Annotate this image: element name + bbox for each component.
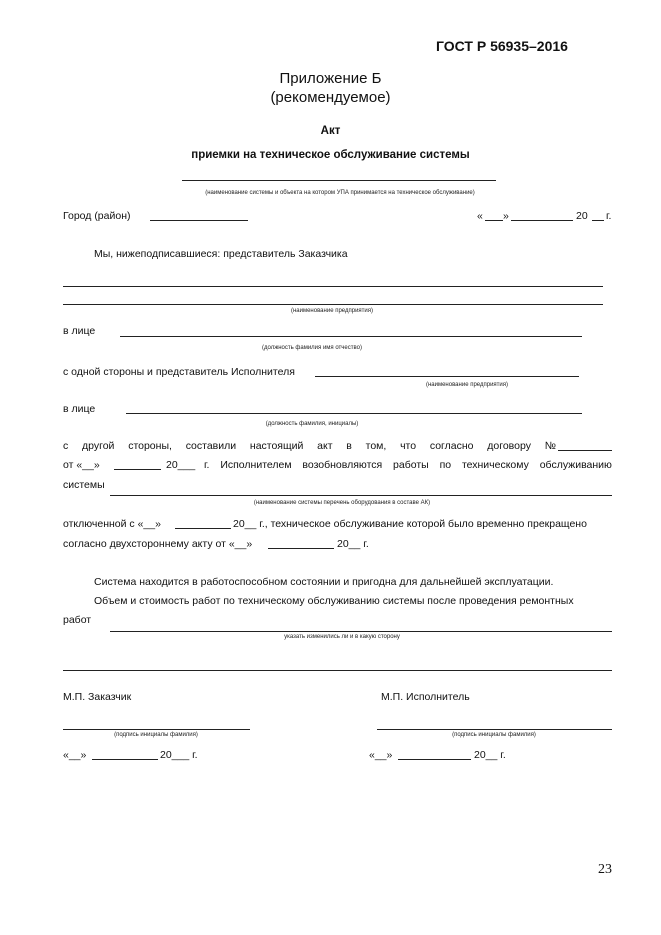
line2-start: от «__» xyxy=(63,459,100,471)
word: другой xyxy=(82,440,115,452)
caption-enterprise2: (наименование предприятия) xyxy=(425,382,509,388)
word: договору xyxy=(487,440,531,452)
city-field[interactable] xyxy=(150,220,248,221)
caption-sign-contractor: (подпись инициалы фамилия) xyxy=(452,732,536,738)
word: согласно xyxy=(429,440,474,452)
caption-position-initials: (должность фамилия, инициалы) xyxy=(265,421,359,427)
customer-rep-field[interactable] xyxy=(63,286,603,287)
contractor-person-field[interactable] xyxy=(126,413,582,414)
caption-enterprise: (наименование предприятия) xyxy=(290,308,374,314)
system-equipment-field[interactable] xyxy=(110,495,612,496)
day-field[interactable] xyxy=(485,220,503,221)
word: г. xyxy=(204,459,210,471)
word: № xyxy=(544,440,556,452)
caption-sign-customer: (подпись инициалы фамилия) xyxy=(114,732,198,738)
enterprise-field[interactable] xyxy=(63,304,603,305)
appendix-subtitle: (рекомендуемое) xyxy=(270,89,391,106)
working-state-text: Система находится в работоспособном состоянии и пригодна для дальнейшей эксплуатации. xyxy=(94,576,554,588)
caption-system-object: (наименование системы и объекта на котором УПА принимается на техническое обслуживание) xyxy=(205,190,475,196)
in-person-label-2: в лице xyxy=(63,403,96,415)
contract-date-field[interactable] xyxy=(114,469,161,470)
page-number: 23 xyxy=(598,862,612,877)
disabled-start: отключенной с «__» xyxy=(63,518,161,530)
act-subtitle: приемки на техническое обслуживание системы xyxy=(191,149,470,161)
contractor-date-field[interactable] xyxy=(398,759,471,760)
changes-field[interactable] xyxy=(110,631,612,632)
agreement-start: согласно двухстороннему акту от «__» xyxy=(63,538,253,550)
year-field[interactable] xyxy=(592,220,604,221)
caption-changes: указать изменились ли и в какую сторону xyxy=(284,634,400,640)
caption-position-fio: (должность фамилия имя отчество) xyxy=(262,345,362,351)
contract-number-field[interactable] xyxy=(558,450,612,451)
word: работы xyxy=(393,459,429,471)
customer-signature-field[interactable] xyxy=(63,729,250,730)
year-suffix: г. xyxy=(606,210,612,222)
agreement-line-2 xyxy=(204,459,612,471)
month-field[interactable] xyxy=(511,220,573,221)
agreement-year: 20__ г. xyxy=(337,538,369,550)
word: акт xyxy=(317,440,333,452)
caption-system-equipment: (наименование системы перечень оборудования в составе АК) xyxy=(253,500,431,506)
word: составили xyxy=(185,440,237,452)
word: обслуживанию xyxy=(539,459,612,471)
date-open-quote: « xyxy=(477,210,483,222)
standard-number: ГОСТ Р 56935–2016 xyxy=(436,38,568,54)
word: с xyxy=(63,440,69,452)
agreement-line-1 xyxy=(63,440,556,452)
system-object-field[interactable] xyxy=(182,180,496,181)
disabled-date-field[interactable] xyxy=(175,528,231,529)
line2-year: 20___ xyxy=(166,459,196,471)
system-word: системы xyxy=(63,479,105,491)
changes-field-2[interactable] xyxy=(63,670,612,671)
works-word: работ xyxy=(63,614,92,626)
contractor-date-quote: «__» xyxy=(369,749,393,761)
customer-date-field[interactable] xyxy=(92,759,158,760)
contractor-seal-label: М.П. Исполнитель xyxy=(381,691,470,703)
word: возобновляются xyxy=(302,459,383,471)
undersigned-text: Мы, нижеподписавшиеся: представитель Заказчика xyxy=(94,248,348,260)
customer-year: 20___ г. xyxy=(160,749,198,761)
disabled-rest: 20__ г., техническое обслуживание которой было временно прекращено xyxy=(233,518,587,530)
one-side-text: с одной стороны и представитель Исполнителя xyxy=(63,366,295,378)
customer-seal-label: М.П. Заказчик xyxy=(63,691,132,703)
customer-person-field[interactable] xyxy=(120,336,582,337)
city-label: Город (район) xyxy=(63,210,131,222)
contractor-signature-field[interactable] xyxy=(377,729,612,730)
agreement-date-field[interactable] xyxy=(268,548,334,549)
word: том, xyxy=(365,440,387,452)
word: что xyxy=(400,440,417,452)
year-prefix: 20 xyxy=(576,210,588,222)
appendix-title: Приложение Б xyxy=(279,70,382,87)
customer-date-quote: «__» xyxy=(63,749,87,761)
word: в xyxy=(346,440,352,452)
word: по xyxy=(439,459,452,471)
word: стороны, xyxy=(128,440,172,452)
contractor-field[interactable] xyxy=(315,376,579,377)
word: Исполнителем xyxy=(220,459,292,471)
act-title: Акт xyxy=(320,125,341,137)
contractor-year: 20__ г. xyxy=(474,749,506,761)
date-close-quote: » xyxy=(503,210,509,222)
volume-text: Объем и стоимость работ по техническому обслуживанию системы после проведения ремонтных xyxy=(94,595,574,607)
in-person-label: в лице xyxy=(63,325,96,337)
word: техническому xyxy=(461,459,529,471)
word: настоящий xyxy=(249,440,304,452)
